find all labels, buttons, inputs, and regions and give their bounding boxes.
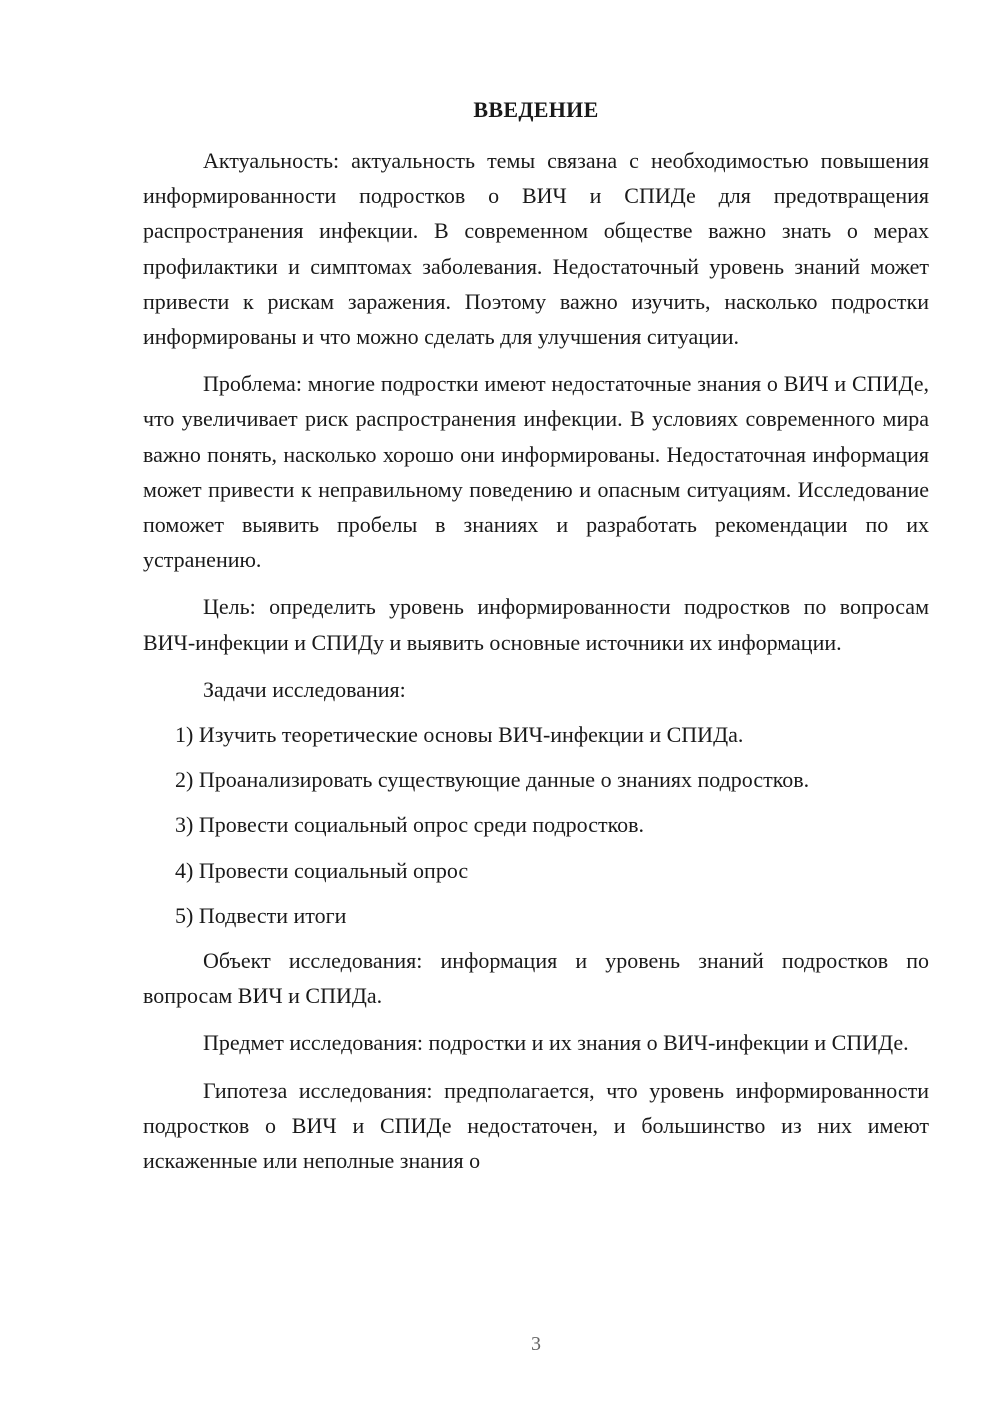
task-item-5: 5) Подвести итоги [175,902,347,928]
page-number: 3 [531,1333,541,1355]
task-item-2: 2) Проанализировать существующие данные о знаниях подростков. [175,767,810,793]
document-page [143,95,929,1190]
paragraph-object: Объект исследования: информация и уровень знаний подростков по вопросам ВИЧ и СПИДа. [143,948,929,1009]
paragraph-problem: Проблема: многие подростки имеют недостаточные знания о ВИЧ и СПИДе, что увеличивает риск распространения инфекции. В условиях современного мира важно понять, насколько хорошо они информированы. Недостаточная информация может привести к неправильному поведению и опасным ситуациям. Исследование поможет выявить пробелы в знаниях и разработать рекомендации по их устранению. [143,371,929,573]
task-item-1: 1) Изучить теоретические основы ВИЧ-инфекции и СПИДа. [175,722,744,748]
paragraph-goal: Цель: определить уровень информированности подростков по вопросам ВИЧ-инфекции и СПИДу и выявить основные источники их информации. [143,594,929,655]
tasks-label: Задачи исследования: [203,676,406,702]
paragraph-hypothesis: Гипотеза исследования: предполагается, что уровень информированности подростков о ВИЧ и СПИДе недостаточен, и большинство из них имеют искаженные или неполные знания о [143,1077,929,1174]
paragraph-relevance: Актуальность: актуальность темы связана с необходимостью повышения информированности подростков о ВИЧ и СПИДе для предотвращения распространения инфекции. В современном обществе важно знать о мерах профилактики и симптомах заболевания. Недостаточный уровень знаний может привести к рискам заражения. Поэтому важно изучить, насколько подростки информированы и что можно сделать для улучшения ситуации. [143,148,929,350]
task-item-3: 3) Провести социальный опрос среди подростков. [175,812,645,838]
paragraph-subject: Предмет исследования: подростки и их знания о ВИЧ-инфекции и СПИДе. [203,1030,909,1056]
page-title: ВВЕДЕНИЕ [473,97,599,122]
task-item-4: 4) Провести социальный опрос [175,857,469,883]
